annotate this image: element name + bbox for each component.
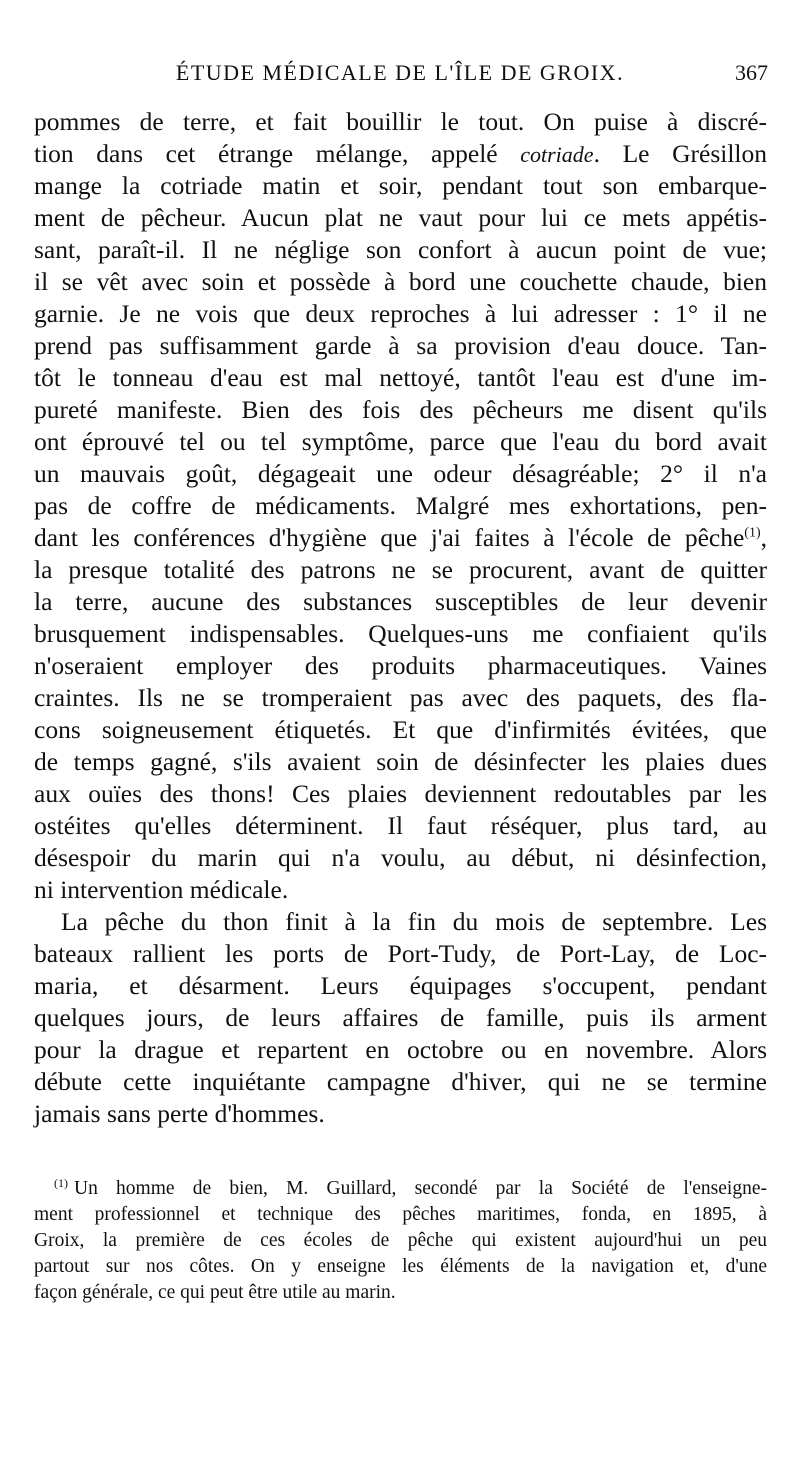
text-line xyxy=(34,522,767,554)
text-line: la terre, aucune des substances susceptibles de leur devenir xyxy=(34,587,767,616)
text-line: prend pas suffisamment garde à sa provision d'eau douce. Tan- xyxy=(34,331,767,360)
text-line: pas de coffre de médicaments. Malgré mes exhortations, pen- xyxy=(34,491,767,520)
footnote-marker: (1) xyxy=(54,1175,68,1190)
text-line: désespoir du marin qui n'a voulu, au début, ni désinfection, xyxy=(34,843,767,872)
text-line: quelques jours, de leurs affaires de famille, puis ils arment xyxy=(34,1003,767,1032)
running-header xyxy=(32,60,768,96)
footnote-text: Un homme de bien, M. Guillard, secondé par la Société de l'enseigne- xyxy=(74,1178,767,1199)
text-line-end: , xyxy=(760,523,767,552)
footnote-line xyxy=(34,1176,767,1202)
text-line: sant, paraît-il. Il ne néglige son confort à aucun point de vue; xyxy=(34,235,767,264)
text-line: ni intervention médicale. xyxy=(34,875,289,904)
footnote-line: Groix, la première de ces écoles de pêche qui existent aujourd'hui un peu xyxy=(34,1230,767,1251)
text-line: brusquement indispensables. Quelques-uns me confiaient qu'ils xyxy=(34,619,767,648)
text-line: un mauvais goût, dégageait une odeur désagréable; 2° il n'a xyxy=(34,459,767,488)
footnote xyxy=(34,1176,767,1306)
text-line: bateaux rallient les ports de Port-Tudy, de Port-Lay, de Loc- xyxy=(34,939,767,968)
running-title: ÉTUDE MÉDICALE DE L'ÎLE DE GROIX. xyxy=(175,60,625,85)
footnote-line: ment professionnel et technique des pêches maritimes, fonda, en 1895, à xyxy=(34,1204,767,1225)
main-text xyxy=(34,106,767,1130)
text-line: mange la cotriade matin et soir, pendant tout son embarque- xyxy=(34,171,767,200)
text-line: de temps gagné, s'ils avaient soin de désinfecter les plaies dues xyxy=(34,747,767,776)
text-line: pommes de terre, et fait bouillir le tout. On puise à discré- xyxy=(34,107,767,136)
text-line xyxy=(34,138,767,170)
italic-term: cotriade xyxy=(520,142,594,167)
text-line: il se vêt avec soin et possède à bord une couchette chaude, bien xyxy=(34,267,767,296)
text-line: débute cette inquiétante campagne d'hiver, qui ne se termine xyxy=(34,1067,767,1096)
text-line: maria, et désarment. Leurs équipages s'occupent, pendant xyxy=(34,971,767,1000)
text-line: n'oseraient employer des produits pharmaceutiques. Vaines xyxy=(34,651,767,680)
text-line: aux ouïes des thons! Ces plaies deviennent redoutables par les xyxy=(34,779,767,808)
text-line: la presque totalité des patrons ne se procurent, avant de quitter xyxy=(34,555,767,584)
text-line: pureté manifeste. Bien des fois des pêcheurs me disent qu'ils xyxy=(34,395,767,424)
text-line: craintes. Ils ne se tromperaient pas avec des paquets, des fla- xyxy=(34,683,767,712)
text-line-start: tion dans cet étrange mélange, appelé xyxy=(34,139,521,168)
footnote-line: partout sur nos côtes. On y enseigne les éléments de la navigation et, d'une xyxy=(34,1256,767,1277)
text-line: ostéites qu'elles déterminent. Il faut réséquer, plus tard, au xyxy=(34,811,767,840)
footnote-reference[interactable]: (1) xyxy=(744,525,761,541)
text-line-start: dant les conférences d'hygiène que j'ai faites à l'école de pêche xyxy=(34,523,745,552)
text-line: ont éprouvé tel ou tel symptôme, parce que l'eau du bord avait xyxy=(34,427,767,456)
text-line: jamais sans perte d'hommes. xyxy=(34,1099,325,1128)
text-line: cons soigneusement étiquetés. Et que d'infirmités évitées, que xyxy=(34,715,767,744)
text-line-end: . Le Grésillon xyxy=(593,139,767,168)
page-number: 367 xyxy=(735,60,768,85)
text-line: garnie. Je ne vois que deux reproches à lui adresser : 1° il ne xyxy=(34,299,767,328)
text-line: tôt le tonneau d'eau est mal nettoyé, tantôt l'eau est d'une im- xyxy=(34,363,767,392)
footnote-line: façon générale, ce qui peut être utile au marin. xyxy=(34,1282,396,1303)
text-line: pour la drague et repartent en octobre ou en novembre. Alors xyxy=(34,1035,767,1064)
text-line: ment de pêcheur. Aucun plat ne vaut pour lui ce mets appétis- xyxy=(34,203,767,232)
paragraph-start-line: La pêche du thon finit à la fin du mois de septembre. Les xyxy=(61,907,767,936)
